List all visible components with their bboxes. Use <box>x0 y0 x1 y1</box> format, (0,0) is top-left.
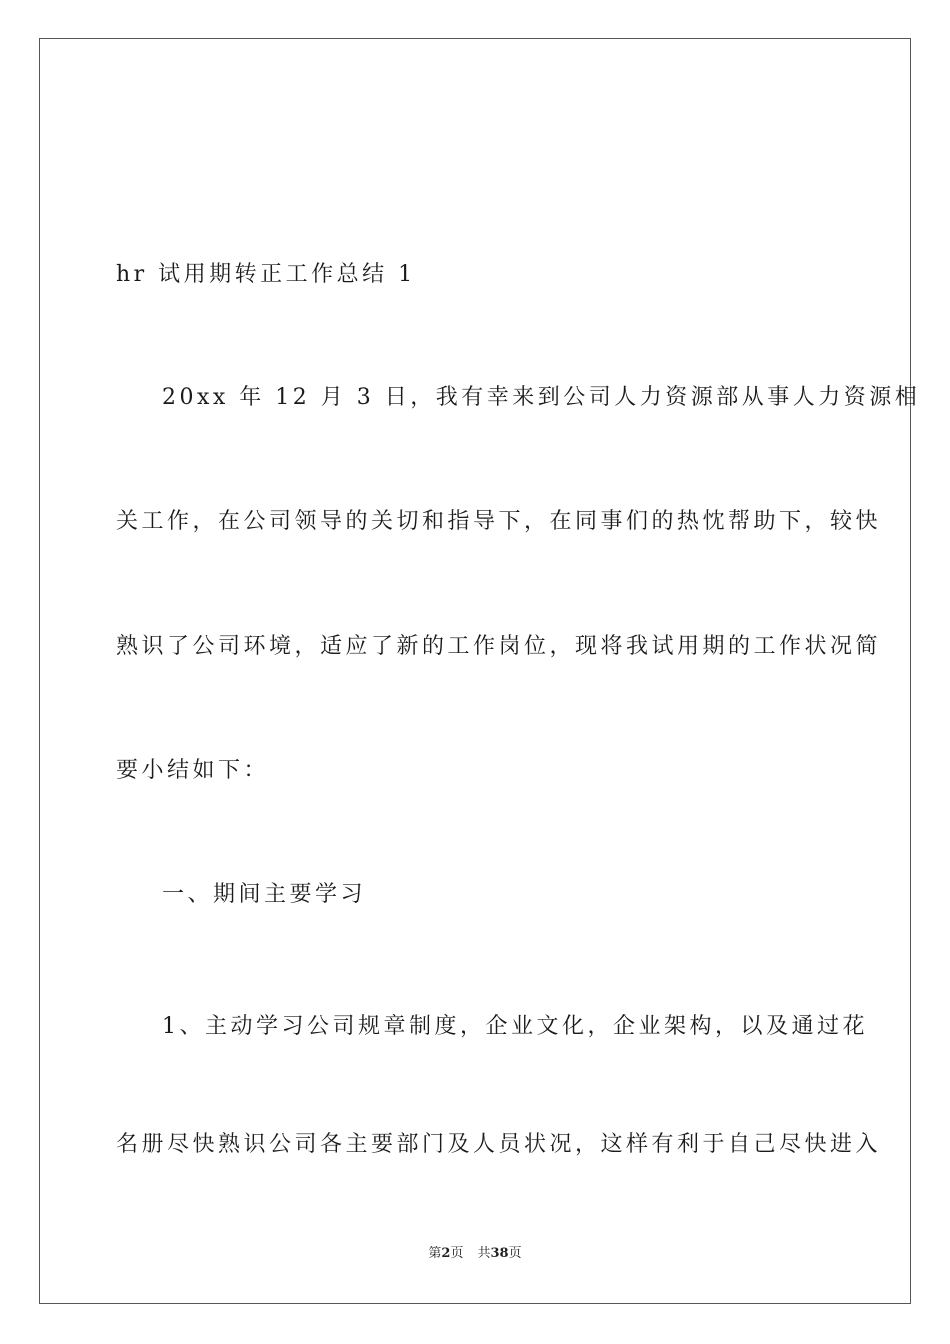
paragraph-line: 要小结如下： <box>116 758 270 783</box>
section-heading: 一、期间主要学习 <box>162 882 367 907</box>
document-title: hr 试用期转正工作总结 1 <box>116 262 416 287</box>
paragraph-line: 熟识了公司环境，适应了新的工作岗位，现将我试用期的工作状况简 <box>116 634 882 659</box>
page-border <box>39 38 921 1304</box>
footer-page-mid: 页 <box>450 1246 464 1261</box>
footer-page-prefix: 第 <box>428 1246 442 1261</box>
paragraph-line: 1、主动学习公司规章制度，企业文化，企业架构，以及通过花 <box>162 1014 868 1039</box>
paragraph-line: 20xx 年 12 月 3 日，我有幸来到公司人力资源部从事人力资源相 <box>162 385 921 410</box>
paragraph-line: 名册尽快熟识公司各主要部门及人员状况，这样有利于自己尽快进入 <box>116 1132 882 1157</box>
footer-total-suffix: 页 <box>508 1246 522 1261</box>
footer-total-prefix: 共 <box>477 1246 491 1261</box>
paragraph-line: 关工作，在公司领导的关切和指导下，在同事们的热忱帮助下，较快 <box>116 509 882 534</box>
page-footer <box>0 1245 950 1263</box>
footer-page-total: 38 <box>490 1246 509 1261</box>
footer-page-current: 2 <box>441 1246 451 1261</box>
